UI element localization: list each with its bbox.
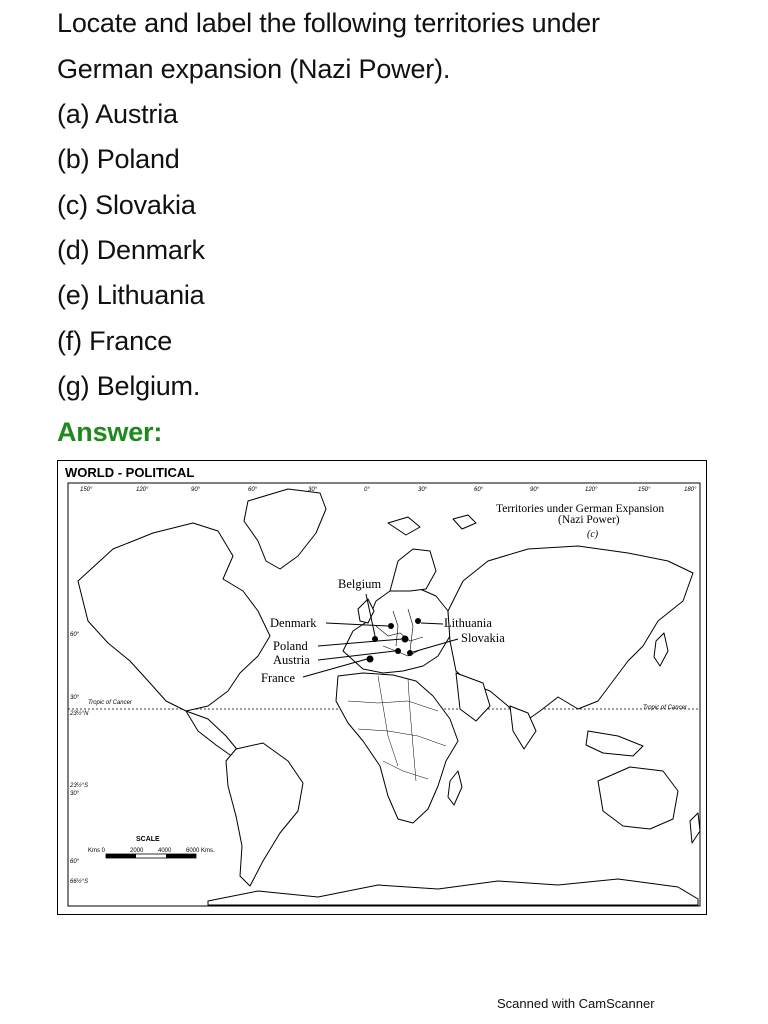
- item-france: (f) France: [57, 326, 173, 356]
- item-austria: (a) Austria: [57, 99, 178, 129]
- label-france: France: [261, 671, 296, 685]
- scale-tick-2: 4000: [158, 848, 172, 854]
- lon-label: 30°: [418, 487, 428, 493]
- item-belgium: (g) Belgium.: [57, 371, 201, 401]
- lon-label: 180°: [684, 487, 697, 493]
- slovakia-marker: [407, 650, 413, 656]
- france-marker: [367, 656, 374, 663]
- latitude-labels: [69, 632, 89, 885]
- label-slovakia: Slovakia: [461, 631, 505, 645]
- item-slovakia: (c) Slovakia: [57, 190, 196, 220]
- scale-title: SCALE: [136, 836, 160, 843]
- lat-label: 66½°S: [70, 879, 89, 885]
- scale-tick-0: Kms 0: [88, 848, 106, 854]
- indonesia-shape: [586, 731, 643, 756]
- lat-label: 60°: [70, 859, 80, 865]
- legend-letter: (c): [587, 529, 599, 540]
- label-belgium: Belgium: [338, 577, 382, 591]
- africa-shape: [336, 673, 458, 823]
- scale-tick-3: 6000 Kms.: [186, 848, 215, 854]
- lon-label: 150°: [80, 487, 93, 493]
- world-map: [57, 460, 707, 915]
- austria-marker: [395, 648, 401, 654]
- lat-label: 23½°N: [70, 711, 89, 717]
- answer-label: Answer:: [57, 417, 163, 447]
- longitude-labels: [80, 487, 697, 493]
- poland-marker: [402, 636, 409, 643]
- lon-label: 120°: [585, 487, 598, 493]
- label-lithuania: Lithuania: [444, 616, 492, 630]
- lon-label: 90°: [191, 487, 201, 493]
- scandinavia-shape: [390, 549, 436, 591]
- australia-shape: [598, 767, 678, 829]
- scale-segment: [106, 854, 136, 858]
- map-drawing: [58, 461, 705, 913]
- europe-shape: [343, 583, 450, 673]
- central-america-shape: [186, 711, 240, 757]
- lon-label: 60°: [248, 487, 258, 493]
- denmark-marker: [388, 623, 394, 629]
- label-denmark: Denmark: [270, 616, 317, 630]
- lithuania-marker: [415, 618, 421, 624]
- label-poland: Poland: [273, 639, 308, 653]
- scanner-footer: Scanned with CamScanner: [497, 996, 655, 1011]
- lon-label: 90°: [530, 487, 540, 493]
- svalbard-shape: [388, 517, 420, 535]
- lat-label: 30°: [70, 791, 80, 797]
- madagascar-shape: [448, 771, 462, 805]
- lon-label: 0°: [364, 487, 370, 493]
- scale-tick-1: 2000: [130, 848, 144, 854]
- legend-line-2: (Nazi Power): [558, 514, 620, 526]
- new-zealand-shape: [690, 813, 700, 843]
- antarctica-shape: [208, 879, 698, 905]
- question-line-2: German expansion (Nazi Power).: [57, 54, 451, 84]
- greenland-shape: [244, 489, 326, 569]
- item-lithuania: (e) Lithuania: [57, 280, 205, 310]
- lon-label: 30°: [308, 487, 318, 493]
- lat-label: 60°: [70, 632, 80, 638]
- question-line-1: Locate and label the following territories under: [57, 8, 600, 38]
- map-title: WORLD - POLITICAL: [65, 465, 195, 480]
- lat-label: 30°: [70, 695, 80, 701]
- lon-label: 120°: [136, 487, 149, 493]
- north-america-shape: [78, 523, 270, 711]
- japan-shape: [654, 633, 668, 666]
- lon-label: 60°: [474, 487, 484, 493]
- south-america-shape: [226, 743, 303, 886]
- tropic-label-left: Tropic of Cancer: [88, 700, 132, 706]
- tropic-label-right: Tropic of Cancer: [643, 705, 687, 711]
- continents: [78, 489, 700, 905]
- lon-label: 150°: [638, 487, 651, 493]
- item-denmark: (d) Denmark: [57, 235, 205, 265]
- scale-segment: [166, 854, 196, 858]
- scale-bar: [88, 836, 215, 858]
- lat-label: 23½°S: [70, 783, 89, 789]
- item-poland: (b) Poland: [57, 144, 180, 174]
- arctic-island-shape: [453, 515, 476, 529]
- legend-line-1: Territories under German Expansion: [496, 503, 665, 515]
- label-austria: Austria: [273, 653, 310, 667]
